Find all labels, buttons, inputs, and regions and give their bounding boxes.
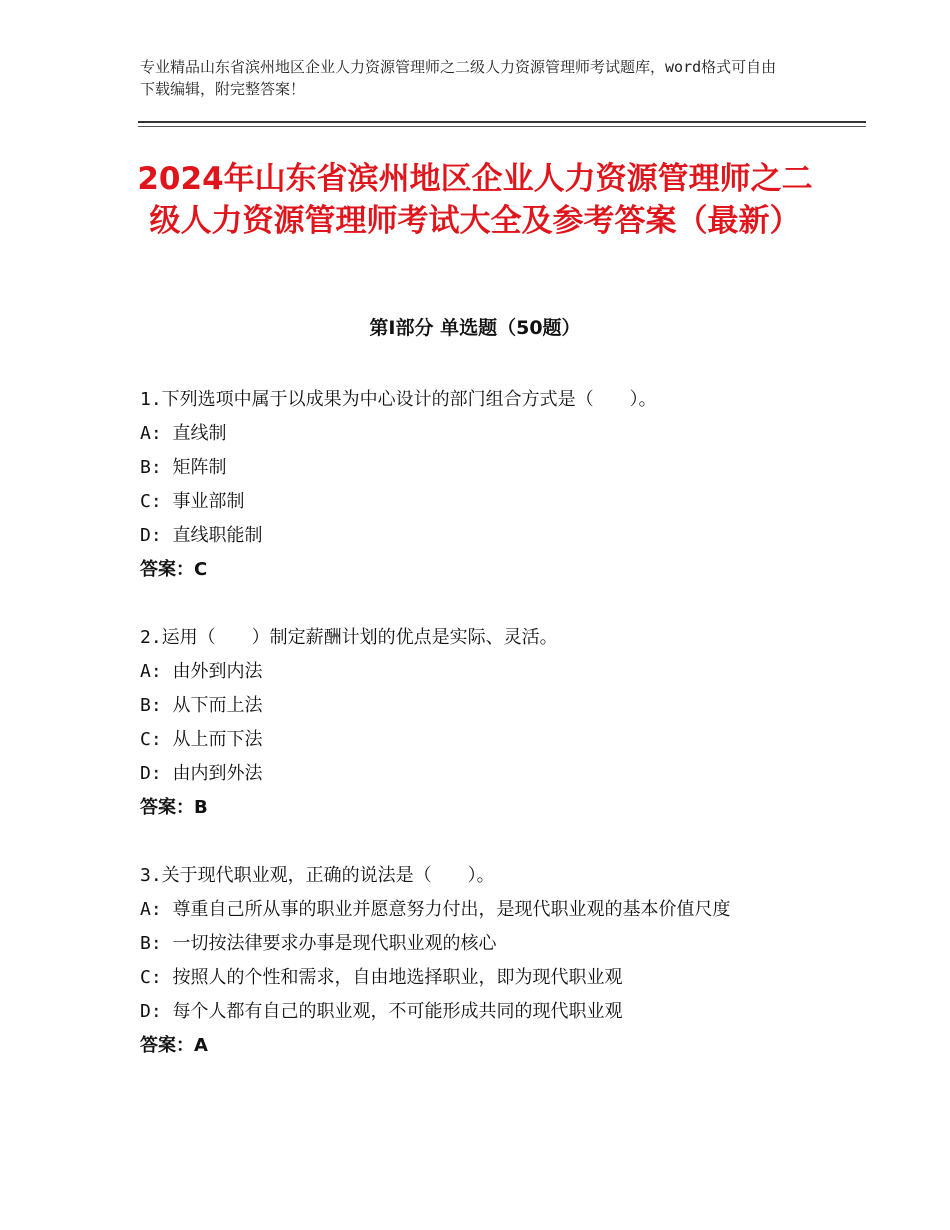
question-stem: 1.下列选项中属于以成果为中心设计的部门组合方式是（ ）。 xyxy=(140,389,657,410)
option-b: B: 矩阵制 xyxy=(140,457,227,478)
question-3 xyxy=(140,859,815,1063)
option-a: A: 尊重自己所从事的职业并愿意努力付出，是现代职业观的基本价值尺度 xyxy=(140,899,731,920)
answer: 答案：C xyxy=(140,559,208,580)
document-title: 2024年山东省滨州地区企业人力资源管理师之二级人力资源管理师考试大全及参考答案（最新） xyxy=(137,161,813,239)
option-b: B: 从下而上法 xyxy=(140,695,263,716)
answer: 答案：B xyxy=(140,797,208,818)
question-stem: 2.运用（ ）制定薪酬计划的优点是实际、灵活。 xyxy=(140,627,558,648)
option-c: C: 事业部制 xyxy=(140,491,245,512)
section-title: 第Ⅰ部分 单选题（50题） xyxy=(369,317,581,339)
answer: 答案：A xyxy=(140,1035,208,1056)
question-list xyxy=(140,383,815,1097)
header-note: 专业精品山东省滨州地区企业人力资源管理师之二级人力资源管理师考试题库，word格式可自由下载编辑，附完整答案！ xyxy=(140,58,777,98)
option-d: D: 每个人都有自己的职业观，不可能形成共同的现代职业观 xyxy=(140,1001,623,1022)
header-divider-thick xyxy=(138,121,866,123)
option-c: C: 按照人的个性和需求，自由地选择职业，即为现代职业观 xyxy=(140,967,623,988)
option-c: C: 从上而下法 xyxy=(140,729,263,750)
option-d: D: 直线职能制 xyxy=(140,525,263,546)
question-1 xyxy=(140,383,815,587)
option-d: D: 由内到外法 xyxy=(140,763,263,784)
header-divider-thin xyxy=(138,126,866,127)
question-stem: 3.关于现代职业观，正确的说法是（ ）。 xyxy=(140,865,495,886)
option-a: A: 直线制 xyxy=(140,423,227,444)
option-b: B: 一切按法律要求办事是现代职业观的核心 xyxy=(140,933,497,954)
question-2 xyxy=(140,621,815,825)
option-a: A: 由外到内法 xyxy=(140,661,263,682)
